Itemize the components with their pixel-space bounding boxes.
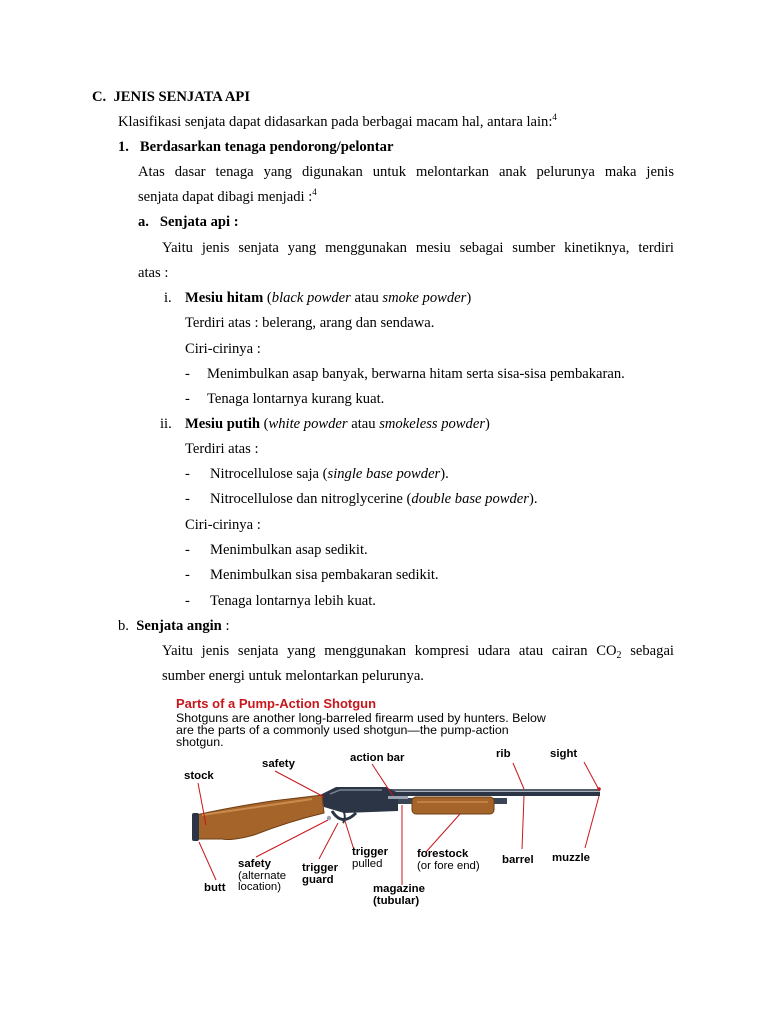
label-action-bar: action bar: [350, 752, 405, 764]
dash: -: [185, 542, 190, 558]
section-letter: C.: [92, 89, 107, 105]
butt-pad: [192, 813, 199, 841]
item-ii-term-2: smokeless powder: [379, 416, 485, 432]
item-ii-numeral: ii.: [160, 416, 172, 432]
paren: (: [260, 416, 269, 432]
section-title: JENIS SENJATA API: [113, 89, 251, 105]
comp-end: ).: [528, 491, 538, 507]
co2-subscript: 2: [616, 650, 622, 661]
label-trigger-guard: trigger: [302, 862, 339, 874]
label-magazine: magazine: [373, 883, 425, 895]
sub-b-line-1-text: Yaitu jenis senjata yang menggunakan kompresi udara atau cairan CO: [162, 643, 617, 659]
dash: -: [185, 567, 190, 583]
item-i-title: Mesiu hitam: [185, 290, 264, 306]
leader-line: [522, 796, 524, 849]
sub-a-line-2: atas :: [138, 265, 169, 281]
label-safety-alt: (alternate: [238, 870, 287, 882]
forestock-shape: [412, 797, 494, 814]
point-1-line-1: Atas dasar tenaga yang digunakan untuk melontarkan anak pelurunya maka jenis: [138, 164, 674, 180]
label-barrel: barrel: [502, 854, 534, 866]
safety-button: [327, 816, 331, 820]
item-i-trait-2: Tenaga lontarnya kurang kuat.: [207, 391, 385, 407]
item-i-trait-1: Menimbulkan asap banyak, berwarna hitam serta sisa-sisa pembakaran.: [207, 366, 625, 382]
footnote-ref: 4: [312, 187, 317, 197]
joiner: atau: [347, 416, 380, 432]
joiner: atau: [350, 290, 383, 306]
label-forestock: (or fore end): [417, 860, 480, 872]
dash: -: [185, 391, 190, 407]
label-muzzle: muzzle: [552, 852, 590, 864]
item-ii-trait-3: Tenaga lontarnya lebih kuat.: [210, 593, 376, 609]
label-forestock: forestock: [417, 848, 469, 860]
shotgun-diagram: [172, 695, 612, 910]
figure-title: Parts of a Pump-Action Shotgun: [176, 696, 377, 711]
dash: -: [185, 593, 190, 609]
leader-line: [275, 771, 324, 797]
rib-shape: [362, 789, 600, 792]
item-i-heading: [185, 289, 471, 307]
leader-line: [199, 842, 216, 880]
sub-a-title: Senjata api :: [159, 214, 239, 230]
section-intro-text: Klasifikasi senjata dapat didasarkan pada berbagai macam hal, antara lain:: [118, 114, 553, 130]
colon: :: [221, 618, 230, 634]
comp-text: Nitrocellulose saja (: [210, 466, 328, 482]
item-ii-composition-label: Terdiri atas :: [185, 441, 259, 457]
point-1-line-2-text: senjata dapat dibagi menjadi :: [138, 189, 313, 205]
sub-b-line-2: sumber energi untuk melontarkan pelurunya.: [162, 668, 424, 684]
leader-line: [584, 762, 598, 788]
figure-caption-line: are the parts of a commonly used shotgun—the pump-action: [176, 723, 509, 737]
figure-caption-line: shotgun.: [176, 735, 224, 749]
comp-end: ).: [440, 466, 449, 482]
item-i-traits-label: Ciri-cirinya :: [185, 341, 261, 357]
item-ii-trait-1: Menimbulkan asap sedikit.: [210, 542, 368, 558]
leader-line: [513, 763, 524, 789]
paren: (: [263, 290, 272, 306]
point-1-line-2: [138, 188, 317, 206]
sub-b-line-1: [162, 642, 674, 660]
section-heading: [92, 88, 250, 106]
shotgun-illustration: [192, 787, 601, 841]
dash: -: [185, 366, 190, 382]
item-i-term-2: smoke powder: [382, 290, 467, 306]
label-safety: safety: [262, 758, 295, 770]
comp-term: double base powder: [411, 491, 529, 507]
sub-a-letter: a.: [138, 214, 149, 230]
sub-a-heading: [138, 213, 239, 231]
label-sight: sight: [550, 748, 578, 760]
sub-b-line-1-end: sebagai: [621, 643, 674, 659]
label-magazine: (tubular): [373, 895, 420, 907]
footnote-ref: 4: [552, 112, 557, 122]
label-safety-alt: safety: [238, 858, 271, 870]
paren: ): [485, 416, 490, 432]
trigger-shape: [343, 812, 345, 823]
stock-shape: [196, 795, 324, 840]
sub-b-title: Senjata angin: [136, 618, 222, 634]
shotgun-figure: [172, 695, 612, 910]
comp-term: single base powder: [327, 466, 441, 482]
figure-caption-line: Shotguns are another long-barreled firearm used by hunters. Below: [176, 711, 546, 725]
item-ii-trait-2: Menimbulkan sisa pembakaran sedikit.: [210, 567, 439, 583]
leader-line: [426, 814, 460, 852]
item-i-numeral: i.: [164, 290, 172, 306]
sub-a-line-1: Yaitu jenis senjata yang menggunakan mesiu sebagai sumber kinetiknya, terdiri: [162, 240, 674, 256]
receiver-shape: [320, 787, 398, 813]
label-butt: butt: [204, 882, 226, 894]
point-1-title: Berdasarkan tenaga pendorong/pelontar: [139, 139, 394, 155]
point-1-number: 1.: [118, 139, 129, 155]
paren: ): [466, 290, 472, 306]
label-safety-alt: location): [238, 881, 282, 893]
sub-b-heading: [118, 617, 230, 635]
section-intro: [118, 113, 557, 131]
label-trigger-guard: guard: [302, 874, 334, 886]
comp-text: Nitrocellulose dan nitroglycerine (: [210, 491, 412, 507]
label-stock: stock: [184, 770, 214, 782]
item-i-composition: Terdiri atas : belerang, arang dan sendawa.: [185, 315, 435, 331]
dash: -: [185, 466, 190, 482]
dash: -: [185, 491, 190, 507]
leader-line: [585, 796, 599, 848]
label-rib: rib: [496, 748, 511, 760]
label-trigger-pulled: pulled: [352, 858, 383, 870]
item-ii-heading: [185, 415, 490, 433]
item-i-term-1: black powder: [271, 290, 351, 306]
point-1-heading: [118, 138, 393, 156]
item-ii-composition-1: [210, 465, 449, 483]
item-ii-composition-2: [210, 490, 537, 508]
leader-line: [319, 823, 338, 859]
item-ii-traits-label: Ciri-cirinya :: [185, 517, 261, 533]
action-bar-shape: [388, 796, 408, 799]
label-trigger-pulled: trigger: [352, 846, 389, 858]
item-ii-title: Mesiu putih: [185, 416, 261, 432]
sub-b-letter: b.: [118, 618, 129, 634]
item-ii-term-1: white powder: [268, 416, 348, 432]
